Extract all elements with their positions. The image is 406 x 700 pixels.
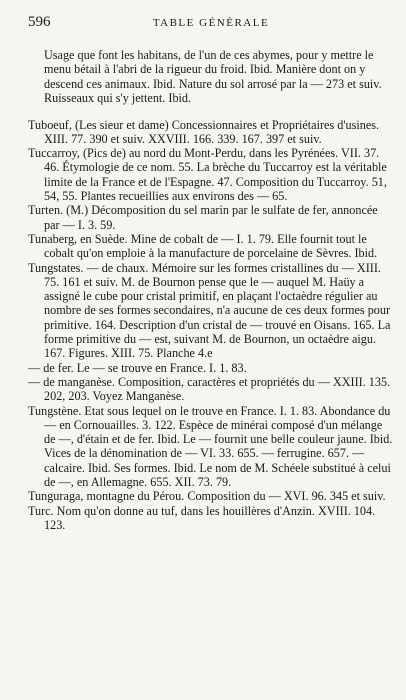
index-entries bbox=[28, 48, 394, 532]
page-number: 596 bbox=[28, 14, 51, 30]
index-entry: Tunguraga, montagne du Pérou. Composition du — XVI. 96. 345 et suiv. bbox=[28, 489, 386, 504]
index-entry: Tungstates. — de chaux. Mémoire sur les formes cristallines du — XIII. 75. 161 et suiv. M. de Bournon pense que le — auquel M. Haüy a assigné le cube pour cristal primitif, en plaçant l'octaèdre régulier au nombre de ses formes secondaires, n'a aucune de ces deux formes pour primitive. 164. Description d'un cristal de — trouvé en Oisans. 165. La forme primitive du — est, suivant M. de Bournon, un octaèdre aigu. 167. Figures. XIII. 75. Planche 4.e bbox=[28, 260, 391, 361]
index-entry: — de fer. Le — se trouve en France. I. 1. 83. bbox=[28, 360, 247, 375]
running-title: TABLE GÉNÉRALE bbox=[152, 17, 270, 29]
page-header bbox=[28, 14, 394, 36]
index-entry: Tunaberg, en Suède. Mine de cobalt de — I. 1. 79. Elle fournit tout le cobalt qu'on emploie à la manufacture de porcelaine de Sèvres. Ibid. bbox=[28, 231, 378, 261]
index-entry: Usage que font les habitans, de l'un de ces abymes, pour y mettre le menu bétail à l'abri de la rigueur du froid. Ibid. Manière dont on y descend ces animaux. Ibid. Nature du sol arrosé par la — 273 et suiv. Ruisseaux qui s'y jettent. Ibid. bbox=[44, 48, 382, 106]
index-entry: Turc. Nom qu'on donne au tuf, dans les houillères d'Anzin. XVIII. 104. 123. bbox=[28, 503, 376, 532]
index-entry: — de manganèse. Composition, caractères et propriétés du — XXIII. 135. 202, 203. Voyez Manganèse. bbox=[28, 374, 391, 404]
index-entry: Tuboeuf, (Les sieur et dame) Concessionnaires et Propriétaires d'usines. XIII. 77. 390 et suiv. XXVIII. 166. 339. 167. 397 et suiv. bbox=[28, 117, 380, 146]
index-entry: Tuccarroy, (Pics de) au nord du Mont-Perdu, dans les Pyrénées. VII. 37. 46. Étymologie de ce nom. 55. La brèche du Tuccarroy est la véritable limite de la France et de l'Espagne. 47. Composition du Tuccarroy. 51, 54, 55. Plantes recueillies aux environs des — 65. bbox=[28, 146, 387, 204]
index-entry: Tungstène. Etat sous lequel on le trouve en France. I. 1. 83. Abondance du — en Cornouailles. 3. 122. Espèce de minérai composé d'un mélange de —, d'étain et de fer. Ibid. Le — fournit une belle couleur jaune. Ibid. Vices de la dénomination de — VI. 33. 655. — ferrugine. 657. — calcaire. Ibid. Ses formes. Ibid. Le nom de M. Schéele substitué à celui de —, en Allemagne. 655. XII. 73. 79. bbox=[28, 403, 393, 489]
index-entry: Turten. (M.) Décomposition du sel marin par le sulfate de fer, annoncée par — I. 3. 59. bbox=[28, 203, 378, 232]
